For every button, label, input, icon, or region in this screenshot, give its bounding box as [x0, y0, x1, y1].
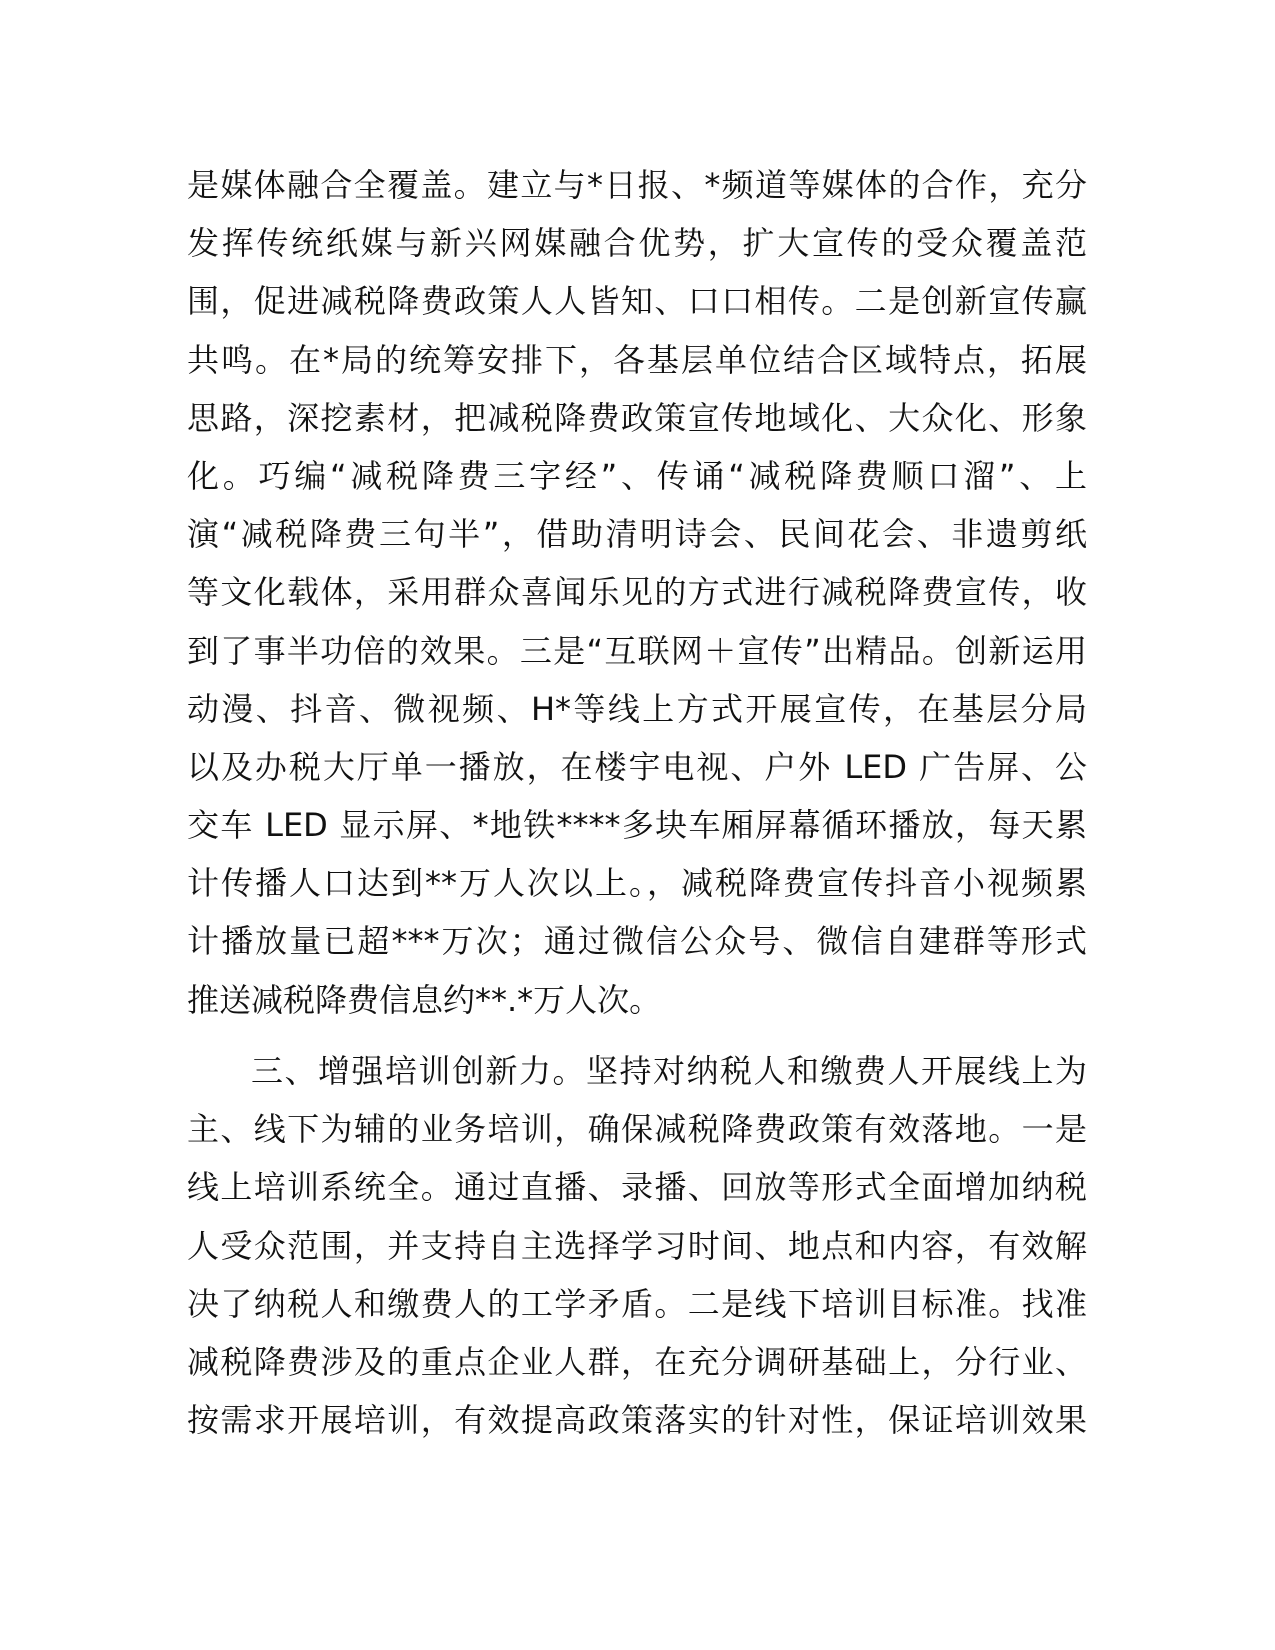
text-line: 推送减税降费信息约**.*万人次。	[187, 980, 662, 1019]
text-line: 等文化载体，采用群众喜闻乐见的方式进行减税降费宣传，收	[187, 573, 1087, 612]
text-line: 计播放量已超***万次；通过微信公众号、微信自建群等形式	[187, 922, 1087, 961]
text-line: 到了事半功倍的效果。三是“互联网＋宣传”出精品。创新运用	[187, 631, 1087, 670]
text-line: 发挥传统纸媒与新兴网媒融合优势，扩大宣传的受众覆盖范	[187, 224, 1087, 263]
text-line: 决了纳税人和缴费人的工学矛盾。二是线下培训目标准。找准	[187, 1284, 1087, 1323]
text-line: 是媒体融合全覆盖。建立与*日报、*频道等媒体的合作，充分	[187, 166, 1087, 204]
text-line: 化。巧编“减税降费三字经”、传诵“减税降费顺口溜”、上	[187, 456, 1087, 495]
text-line: 动漫、抖音、微视频、H*等线上方式开展宣传，在基层分局	[187, 689, 1087, 728]
section-heading-line: 三、增强培训创新力。坚持对纳税人和缴费人开展线上为	[251, 1052, 1087, 1090]
text-line: 演“减税降费三句半”，借助清明诗会、民间花会、非遗剪纸	[187, 515, 1087, 554]
text-line: 交车 LED 显示屏、*地铁****多块车厢屏幕循环播放，每天累	[187, 806, 1087, 845]
text-line: 以及办税大厅单一播放，在楼宇电视、户外 LED 广告屏、公	[187, 747, 1087, 786]
text-line: 共鸣。在*局的统筹安排下，各基层单位结合区域特点，拓展	[187, 340, 1087, 379]
text-line: 主、线下为辅的业务培训，确保减税降费政策有效落地。一是	[187, 1110, 1087, 1149]
text-line: 按需求开展培训，有效提高政策落实的针对性，保证培训效果	[187, 1401, 1087, 1440]
text-line: 人受众范围，并支持自主选择学习时间、地点和内容，有效解	[187, 1226, 1087, 1265]
text-line: 围，促进减税降费政策人人皆知、口口相传。二是创新宣传赢	[187, 282, 1087, 321]
text-line: 减税降费涉及的重点企业人群，在充分调研基础上，分行业、	[187, 1342, 1087, 1381]
text-line: 线上培训系统全。通过直播、录播、回放等形式全面增加纳税	[187, 1168, 1087, 1207]
paragraph-publicity	[187, 156, 1087, 1029]
text-line: 计传播人口达到**万人次以上。，减税降费宣传抖音小视频累	[187, 864, 1087, 903]
text-line: 思路，深挖素材，把减税降费政策宣传地域化、大众化、形象	[187, 398, 1087, 437]
paragraph-training	[187, 1042, 1087, 1449]
